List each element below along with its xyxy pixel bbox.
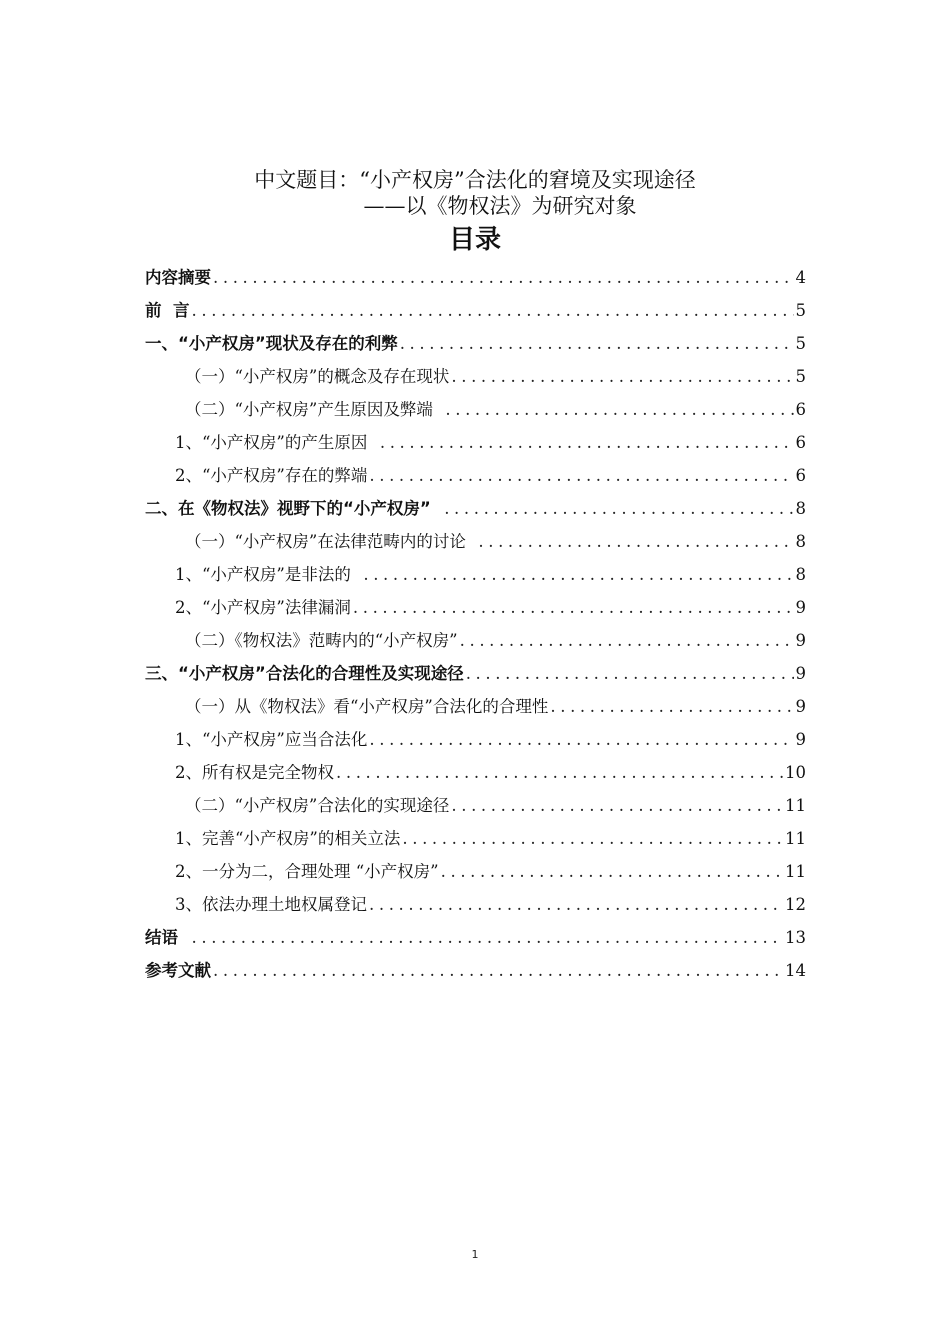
- toc-leader-dots: [334, 762, 783, 784]
- toc-page-number: 11: [785, 862, 806, 881]
- toc-entry-title: 内容摘要: [145, 268, 211, 287]
- toc-leader-dots: [439, 861, 783, 883]
- toc-page-number: 5: [795, 334, 806, 353]
- toc-entry-section-3-2[interactable]: [185, 793, 806, 817]
- toc-page-number: 9: [795, 697, 806, 716]
- toc-entry-subsection-3-2-1[interactable]: [175, 826, 806, 850]
- toc-entry-subsection-3-2-2[interactable]: [175, 859, 806, 883]
- toc-entry-title: 1、“小产权房”是非法的: [175, 565, 362, 584]
- toc-entry-title: 三、“小产权房”合法化的合理性及实现途径: [145, 664, 464, 683]
- toc-entry-chapter-1[interactable]: [145, 331, 806, 355]
- toc-page-number: 14: [785, 961, 806, 980]
- toc-entry-title: （一）“小产权房”在法律范畴内的讨论: [185, 532, 477, 551]
- toc-entry-section-1-1[interactable]: [185, 364, 806, 388]
- toc-entry-preface[interactable]: [145, 298, 806, 322]
- toc-entry-title: 一、“小产权房”现状及存在的利弊: [145, 334, 398, 353]
- toc-leader-dots: [361, 564, 793, 586]
- toc-page-number: 6: [795, 433, 806, 452]
- toc-leader-dots: [464, 663, 794, 685]
- toc-entry-title: 1、“小产权房”的产生原因: [175, 433, 378, 452]
- toc-leader-dots: [211, 960, 783, 982]
- toc-page-number: 12: [785, 895, 806, 914]
- toc-leader-dots: [449, 366, 793, 388]
- toc-entry-subsection-3-1-1[interactable]: [175, 727, 806, 751]
- toc-entry-title: （二）“小产权房”产生原因及弊端: [185, 400, 444, 419]
- toc-entry-title: 1、完善“小产权房”的相关立法: [175, 829, 401, 848]
- toc-entry-title: （一）从《物权法》看“小产权房”合法化的合理性: [185, 697, 549, 716]
- toc-page-number: 10: [785, 763, 806, 782]
- toc-entry-section-3-1[interactable]: [185, 694, 806, 718]
- toc-leader-dots: [442, 498, 793, 520]
- toc-leader-dots: [449, 795, 783, 817]
- toc-entry-title: （二）“小产权房”合法化的实现途径: [185, 796, 450, 815]
- toc-leader-dots: [211, 267, 794, 289]
- toc-leader-dots: [458, 630, 794, 652]
- toc-page-number: 8: [795, 532, 806, 551]
- toc-page-number: 11: [785, 829, 806, 848]
- toc-entry-references[interactable]: [145, 958, 806, 982]
- toc-leader-dots: [190, 927, 784, 949]
- toc-entry-subsection-2-1-2[interactable]: [175, 595, 806, 619]
- toc-page-number: 5: [795, 301, 806, 320]
- toc-page-number: 5: [795, 367, 806, 386]
- toc-page-number: 11: [785, 796, 806, 815]
- toc-page-number: 6: [795, 400, 806, 419]
- toc-leader-dots: [443, 399, 793, 421]
- toc-page-number: 8: [795, 565, 806, 584]
- toc-leader-dots: [398, 333, 794, 355]
- toc-page-number: 13: [785, 928, 806, 947]
- toc-page-number: 9: [795, 664, 806, 683]
- toc-page-number: 6: [795, 466, 806, 485]
- document-subtitle: ——以《物权法》为研究对象: [363, 194, 637, 218]
- toc-entry-subsection-3-2-3[interactable]: [175, 892, 806, 916]
- toc-entry-title: 2、一分为二，合理处理 “小产权房”: [175, 862, 439, 881]
- toc-entry-title: 1、“小产权房”应当合法化: [175, 730, 368, 749]
- toc-page-number: 9: [795, 730, 806, 749]
- toc-leader-dots: [367, 465, 793, 487]
- toc-page-number: 9: [795, 631, 806, 650]
- toc-entry-section-1-2[interactable]: [185, 397, 806, 421]
- toc-heading: 目录: [448, 225, 501, 255]
- toc-entry-title: 3、依法办理土地权属登记: [175, 895, 367, 914]
- toc-entry-chapter-3[interactable]: [145, 661, 806, 685]
- toc-entry-section-2-2[interactable]: [185, 628, 806, 652]
- toc-entry-title: 结语: [145, 928, 190, 947]
- toc-entry-subsection-2-1-1[interactable]: [175, 562, 806, 586]
- toc-entry-chapter-2[interactable]: [145, 496, 806, 520]
- toc-leader-dots: [548, 696, 793, 718]
- toc-entry-section-2-1[interactable]: [185, 529, 806, 553]
- toc-page-number: 8: [795, 499, 806, 518]
- toc-entry-subsection-1-2-1[interactable]: [175, 430, 806, 454]
- toc-entry-subsection-1-2-2[interactable]: [175, 463, 806, 487]
- toc-entry-title: （二）《物权法》范畴内的“小产权房”: [185, 631, 458, 650]
- toc-entry-title: 2、“小产权房”存在的弊端: [175, 466, 368, 485]
- toc-leader-dots: [400, 828, 783, 850]
- toc-leader-dots: [367, 729, 793, 751]
- toc-leader-dots: [367, 894, 783, 916]
- toc-entry-title: 二、在《物权法》视野下的“小产权房”: [145, 499, 443, 518]
- toc-entry-title: （一）“小产权房”的概念及存在现状: [185, 367, 450, 386]
- toc-entry-title: 参考文献: [145, 961, 211, 980]
- toc-leader-dots: [190, 300, 794, 322]
- toc-page-number: 4: [795, 268, 806, 287]
- toc-leader-dots: [476, 531, 793, 553]
- toc-entry-title: 前 言: [145, 301, 190, 320]
- toc-page-number: 9: [795, 598, 806, 617]
- toc-entry-title: 2、所有权是完全物权: [175, 763, 334, 782]
- toc-entry-conclusion[interactable]: [145, 925, 806, 949]
- toc-entry-title: 2、“小产权房”法律漏洞: [175, 598, 351, 617]
- toc-leader-dots: [351, 597, 794, 619]
- toc-leader-dots: [378, 432, 794, 454]
- toc-entry-abstract[interactable]: [145, 265, 806, 289]
- page-number: 1: [471, 1248, 479, 1261]
- toc-entry-subsection-3-1-2[interactable]: [175, 760, 806, 784]
- document-title: 中文题目：“小产权房”合法化的窘境及实现途径: [254, 168, 696, 192]
